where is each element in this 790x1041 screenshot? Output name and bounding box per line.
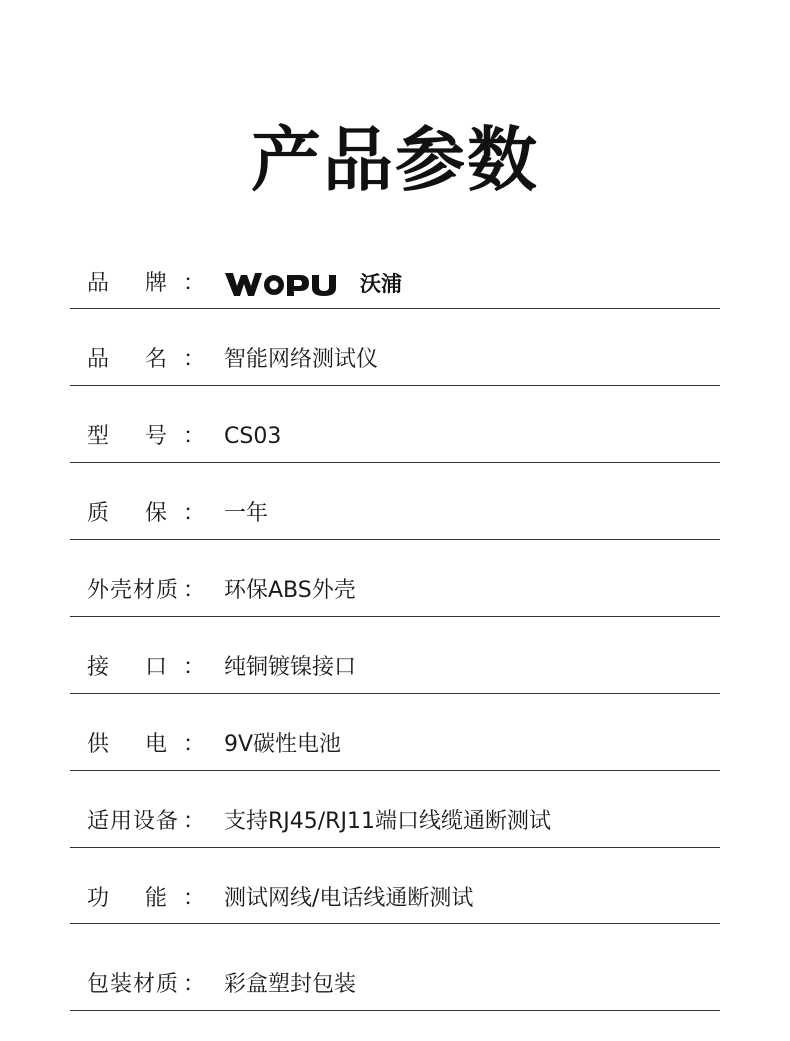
spec-value: 彩盒塑封包装	[224, 972, 357, 997]
spec-label-text: 包装材质	[87, 972, 180, 997]
spec-label-char: 号	[144, 424, 167, 449]
spec-colon: ：	[183, 655, 206, 680]
spec-label-char: 能	[144, 886, 167, 911]
spec-label-char: 供	[87, 732, 110, 757]
spec-colon: ：	[183, 501, 206, 526]
spec-label-char: 接	[87, 655, 110, 680]
spec-label-char: 牌	[144, 271, 167, 296]
spec-value: 环保ABS外壳	[224, 578, 356, 603]
spec-label	[87, 422, 167, 452]
spec-colon: ：	[183, 347, 206, 372]
spec-colon: ：	[183, 972, 206, 997]
spec-label-char: 保	[144, 501, 167, 526]
spec-value: CS03	[224, 424, 282, 449]
spec-value: 9V碳性电池	[224, 732, 342, 757]
spec-label	[87, 884, 167, 914]
spec-label	[87, 499, 167, 529]
spec-colon: ：	[183, 732, 206, 757]
spec-label-char: 电	[144, 732, 167, 757]
spec-row-compatible-devices	[70, 770, 720, 848]
spec-label-char: 品	[87, 347, 110, 372]
brand-logo	[224, 269, 402, 299]
spec-row-function	[70, 847, 720, 924]
page-title: 产品参数	[251, 119, 539, 201]
spec-row-model	[70, 385, 720, 463]
spec-value: 测试网线/电话线通断测试	[224, 886, 474, 911]
spec-colon: ：	[183, 424, 206, 449]
spec-label-char: 型	[87, 424, 110, 449]
spec-row-power	[70, 693, 720, 771]
spec-label	[87, 269, 167, 299]
spec-value: 支持RJ45/RJ11端口线缆通断测试	[224, 809, 551, 834]
spec-row-brand	[70, 250, 720, 309]
spec-label-char: 名	[144, 347, 167, 372]
spec-colon: ：	[183, 886, 206, 911]
spec-label-char: 质	[87, 501, 110, 526]
spec-row-name	[70, 308, 720, 386]
wopu-logo-mark	[224, 270, 358, 298]
spec-colon: ：	[183, 271, 206, 296]
spec-row-interface	[70, 616, 720, 694]
spec-label	[87, 653, 167, 683]
spec-label-char: 功	[87, 886, 110, 911]
brand-chinese-name: 沃浦	[360, 272, 402, 296]
spec-row-warranty	[70, 462, 720, 540]
spec-row-packaging	[70, 923, 720, 1011]
spec-label-char: 品	[87, 271, 110, 296]
spec-value: 智能网络测试仪	[224, 347, 379, 372]
spec-label-text: 适用设备	[87, 809, 180, 834]
spec-label	[87, 345, 167, 375]
spec-value: 纯铜镀镍接口	[224, 655, 357, 680]
spec-row-shell-material	[70, 539, 720, 617]
spec-colon: ：	[183, 578, 206, 603]
spec-colon: ：	[183, 809, 206, 834]
spec-label-text: 外壳材质	[87, 578, 180, 603]
spec-label-char: 口	[144, 655, 167, 680]
spec-label	[87, 730, 167, 760]
spec-value: 一年	[224, 501, 269, 526]
